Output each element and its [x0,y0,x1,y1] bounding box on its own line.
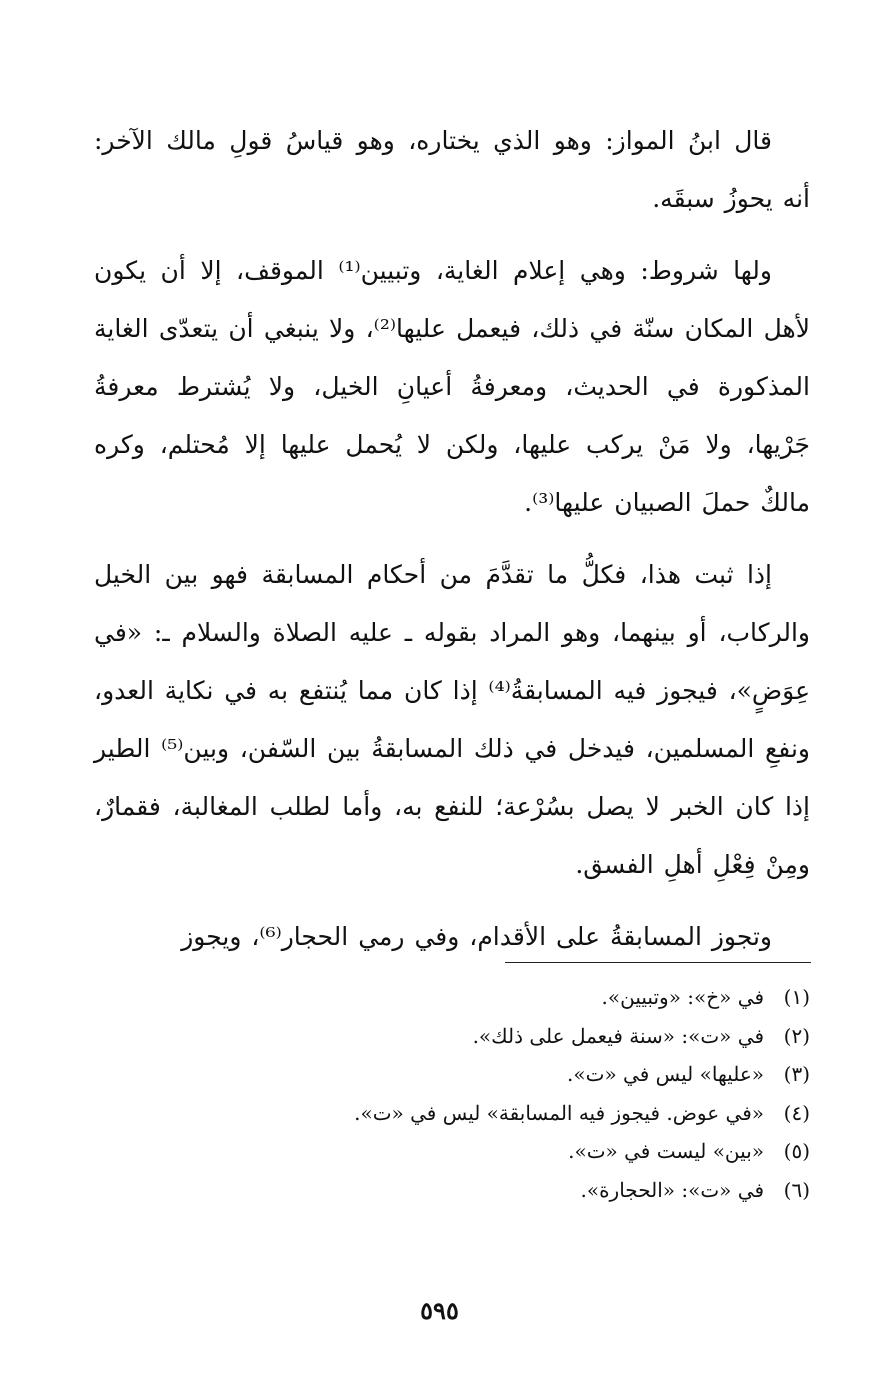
footnote [94,1132,810,1171]
footnote-text: في «ت»: «الحجارة». [580,1177,764,1202]
main-text [94,112,810,980]
footnote-number: (١) [783,985,810,1009]
footnote-number: (٤) [783,1100,810,1125]
footnote [94,978,810,1017]
paragraph: ولها شروط: وهي إعلام الغاية، وتبيين⁽¹⁾ الموقف، إلا أن يكون لأهل المكان سنّة في ذلك، فيعمل عليها⁽²⁾، ولا ينبغي أن يتعدّى الغاية المذكورة في الحديث، ومعرفةُ أعيانِ الخيل، ولا يُشترط معرفةُ جَرْيها، ولا مَنْ يركب عليها، ولكن لا يُحمل عليها إلا مُحتلم، وكره مالكٌ حملَ الصبيان عليها⁽³⁾. [94,256,810,517]
footnote-text: «في عوض. فيجوز فيه المسابقة» ليس في «ت». [354,1100,764,1125]
footnote-text: «عليها» ليس في «ت». [567,1062,764,1086]
paragraph: قال ابنُ المواز: وهو الذي يختاره، وهو قياسُ قولِ مالك الآخر: أنه يحوزُ سبقَه. [94,126,810,213]
paragraph: إذا ثبت هذا، فكلُّ ما تقدَّمَ من أحكام المسابقة فهو بين الخيل والركاب، أو بينهما، وهو المراد بقوله ـ عليه الصلاة والسلام ـ: «في عِوَضٍ»، فيجوز فيه المسابقةُ⁽⁴⁾ إذا كان مما يُنتفع به في نكاية العدو، ونفعِ المسلمين، فيدخل في ذلك المسابقةُ بين السّفن، وبين⁽⁵⁾ الطير إذا كان الخبر لا يصل بسُرْعة؛ للنفع به، وأما لطلب المغالبة، فقمارٌ، ومِنْ فِعْلِ أهلِ الفسق. [94,560,810,879]
footnote-number: (٣) [783,1062,810,1086]
footnote-number: (٦) [783,1177,810,1202]
footnote-text: في «ت»: «سنة فيعمل على ذلك». [472,1023,764,1048]
footnote-number: (٢) [783,1023,810,1048]
footnote-number: (٥) [783,1139,810,1163]
footnote-text: في «خ»: «وتبيين». [601,985,764,1009]
page-number: ٥٩٥ [420,1296,459,1325]
footnote-text: «بين» ليست في «ت». [568,1139,764,1163]
footnote [94,1094,810,1133]
footnote [94,1017,810,1056]
footnote-divider [505,962,811,963]
footnotes [94,978,810,1209]
paragraph: وتجوز المسابقةُ على الأقدام، وفي رمي الحجار⁽⁶⁾، ويجوز [181,922,772,951]
footnote [94,1055,810,1094]
footnote [94,1171,810,1210]
